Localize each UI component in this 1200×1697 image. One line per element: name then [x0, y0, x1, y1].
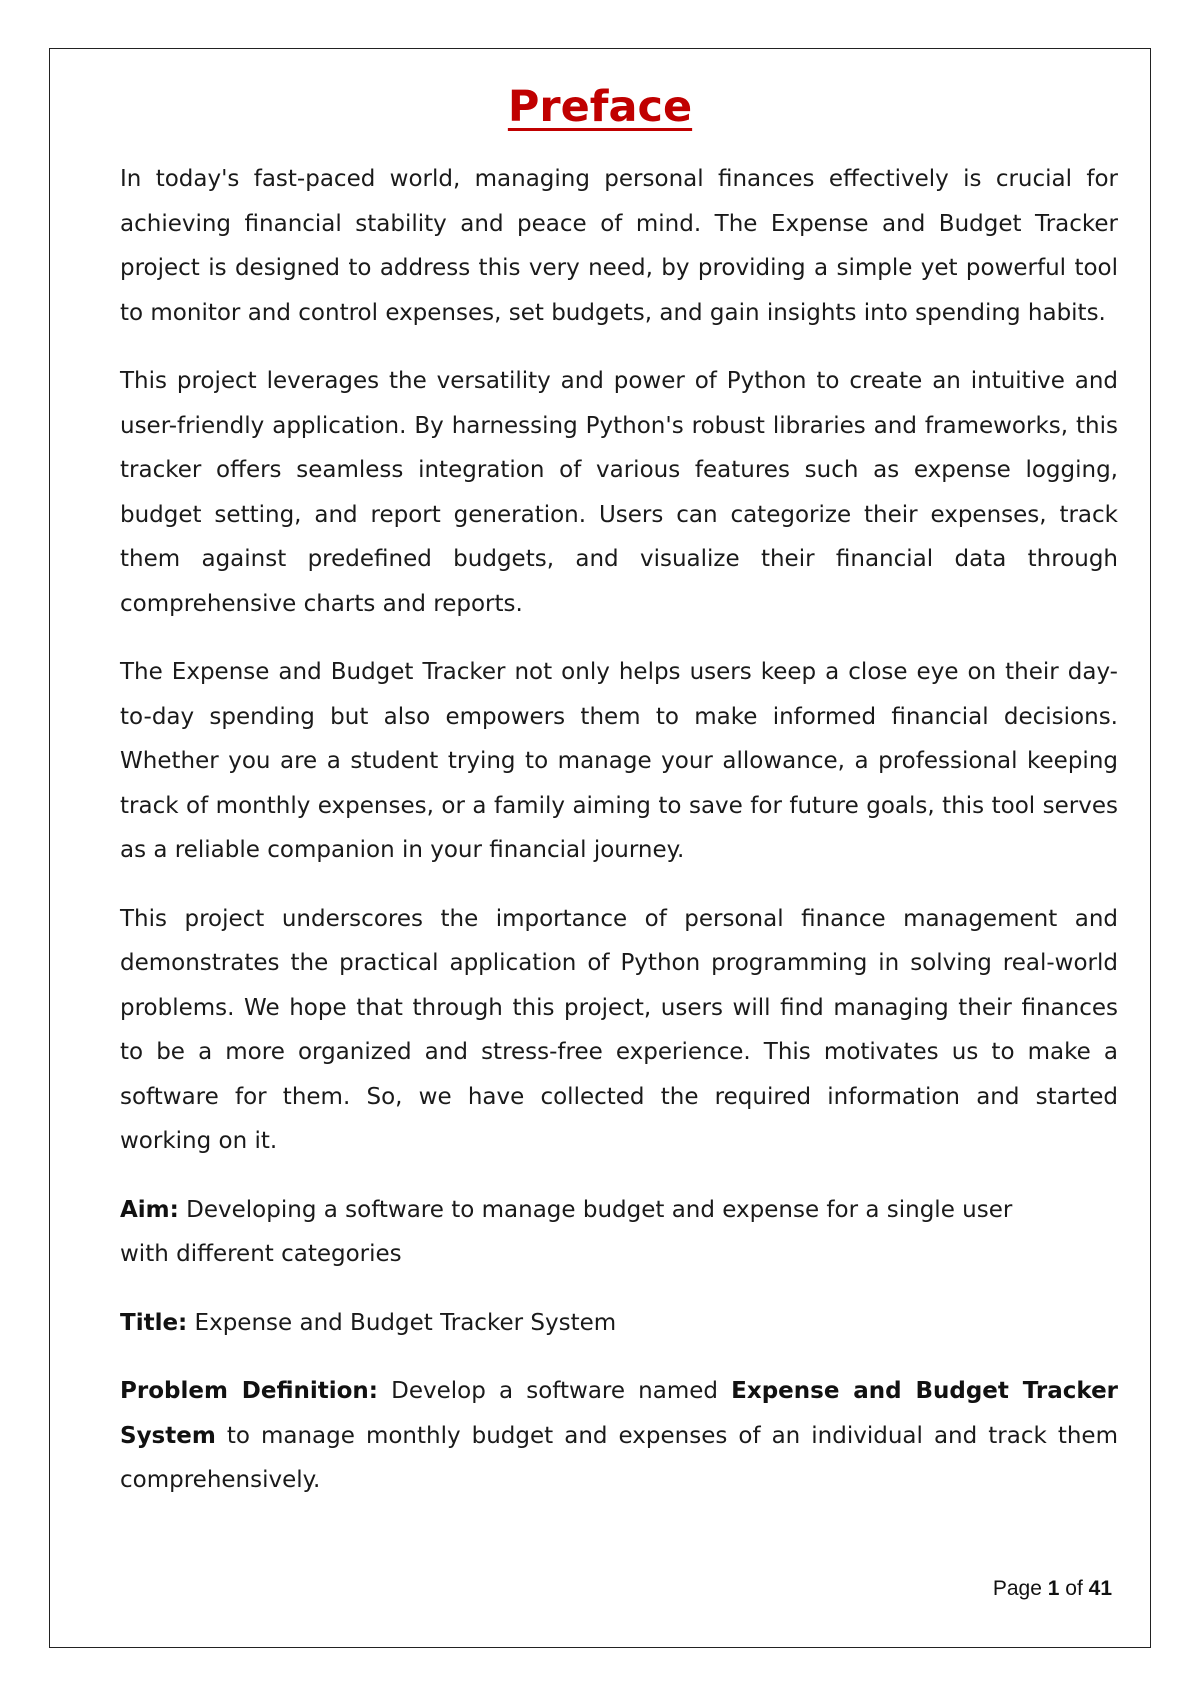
page-number-total: 41 — [1088, 1577, 1112, 1600]
aim-label: Aim: — [120, 1196, 179, 1223]
paragraph-intro: In today's fast-paced world, managing personal finances effectively is crucial for achieving financial stability and peace of mind. The Expense and Budget Tracker project is designed to address this very need, by providing a simple yet powerful tool to monitor and control expenses, set budgets, and gain insights into spending habits. — [120, 166, 1118, 326]
title-section — [120, 1301, 1118, 1346]
page-number-current: 1 — [1047, 1577, 1060, 1600]
problem-section — [120, 1369, 1118, 1503]
page-title: Preface — [507, 82, 693, 132]
document-body — [120, 157, 1118, 1503]
problem-label: Problem Definition: — [120, 1378, 379, 1404]
aim-section — [120, 1188, 1020, 1277]
paragraph-benefits: The Expense and Budget Tracker not only helps users keep a close eye on their day-to-day spending but also empowers them to make informed financial decisions. Whether you are a student trying to manage your allowance, a professional keeping track of monthly expenses, or a family aiming to save for future goals, this tool serves as a reliable companion in your financial journey. — [120, 659, 1118, 863]
paragraph-importance: This project underscores the importance of personal finance management and demonstrates the practical application of Python programming in solving real-world problems. We hope that through this project, users will find managing their finances to be a more organized and stress-free experience. This motivates us to make a software for them. So, we have collected the required information and started working on it. — [120, 905, 1118, 1154]
page-number-prefix: Page — [992, 1577, 1048, 1600]
title-label: Title: — [120, 1309, 188, 1336]
aim-text: Developing a software to manage budget and expense for a single user with different categories — [120, 1196, 1013, 1267]
page-number-mid: of — [1059, 1577, 1089, 1600]
problem-highlight: Expense and Budget Tracker System — [120, 1378, 1119, 1449]
page-number — [993, 1577, 1112, 1601]
paragraph-python: This project leverages the versatility and power of Python to create an intuitive and user-friendly application. By harnessing Python's robust libraries and frameworks, this tracker offers seamless integration of various features such as expense logging, budget setting, and report generation. Users can categorize their expenses, track them against predefined budgets, and visualize their financial data through comprehensive charts and reports. — [120, 368, 1118, 617]
title-text: Expense and Budget Tracker System — [187, 1309, 617, 1336]
problem-text-before: Develop a software named — [378, 1378, 732, 1404]
problem-text-after: to manage monthly budget and expenses of an individual and track them comprehensively. — [120, 1422, 1118, 1493]
